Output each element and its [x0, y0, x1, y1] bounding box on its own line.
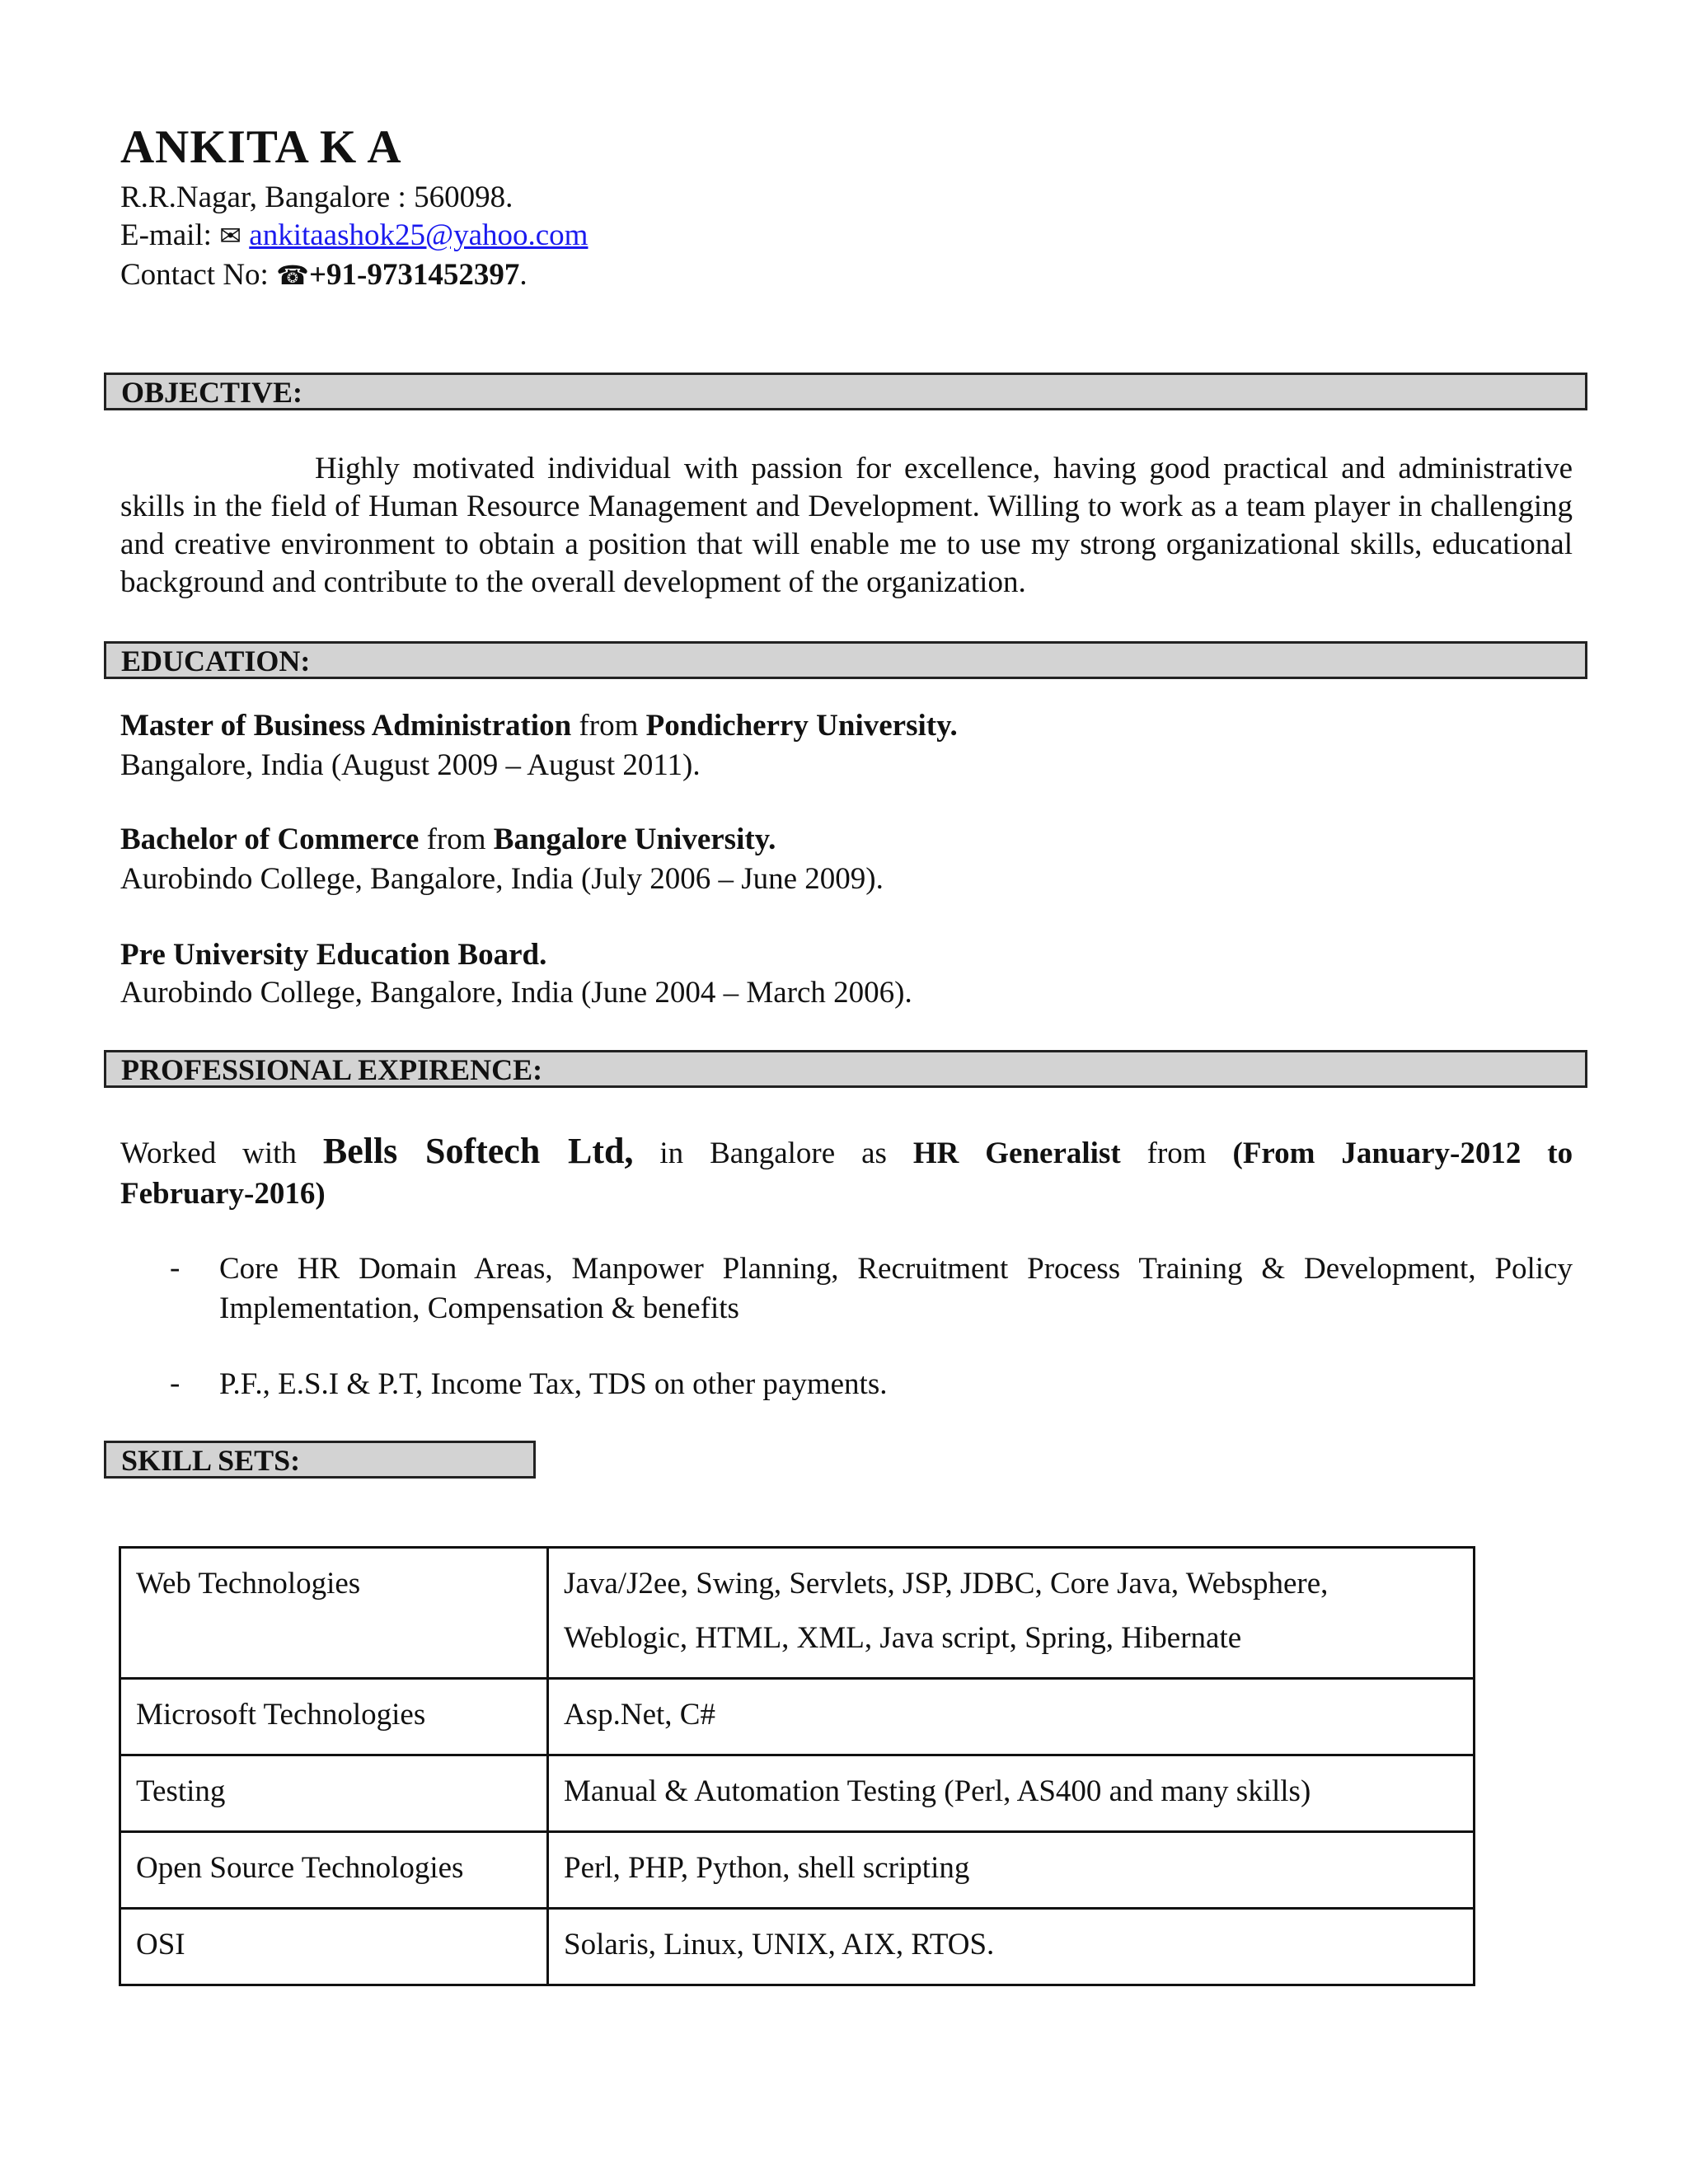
- period-end: February-2016): [120, 1177, 326, 1211]
- degree-name: Master of Business Administration: [120, 709, 572, 743]
- education-item-2-title: [120, 821, 776, 859]
- table-row: [120, 1548, 1475, 1679]
- table-row: [120, 1909, 1475, 1985]
- from-word: from: [1146, 1137, 1207, 1170]
- from-word: from: [579, 709, 639, 743]
- email-link[interactable]: ankitaashok25@yahoo.com: [249, 218, 588, 252]
- university-name: Pondicherry University.: [645, 709, 958, 743]
- table-row: [120, 1679, 1475, 1755]
- skill-value: Asp.Net, C#: [548, 1679, 1475, 1755]
- skill-category: Testing: [120, 1755, 548, 1832]
- degree-name: Pre University Education Board.: [120, 938, 547, 972]
- experience-bullet-2: P.F., E.S.I & P.T, Income Tax, TDS on other payments.: [219, 1367, 888, 1401]
- education-item-1-details: Bangalore, India (August 2009 – August 2011).: [120, 748, 701, 782]
- skill-category: Web Technologies: [120, 1548, 548, 1679]
- location-text: in Bangalore as: [659, 1137, 887, 1170]
- skill-category: Open Source Technologies: [120, 1832, 548, 1909]
- candidate-name: ANKITA K A: [120, 121, 402, 173]
- objective-heading: OBJECTIVE:: [121, 376, 303, 409]
- email-line: [120, 218, 588, 254]
- company-name: Bells Softech Ltd,: [322, 1131, 634, 1171]
- education-item-1-title: [120, 707, 958, 745]
- education-item-3-title: [120, 936, 546, 974]
- job-role: HR Generalist: [912, 1137, 1121, 1170]
- period-start: (From January-2012 to: [1232, 1137, 1573, 1170]
- skills-heading-bar: [104, 1441, 536, 1479]
- skill-value: Java/J2ee, Swing, Servlets, JSP, JDBC, Core Java, Websphere, Weblogic, HTML, XML, Java script, Spring, Hibernate: [548, 1548, 1475, 1679]
- university-name: Bangalore University.: [493, 823, 776, 856]
- bullet-marker: -: [170, 1366, 181, 1400]
- objective-text: Highly motivated individual with passion for excellence, having good practical and administrative skills in the field of Human Resource Management and Development. Willing to work as a team player in challenging and creative environment to obtain a position that will enable me to use my strong organizational skills, educational background and contribute to the overall development of the organization.: [120, 452, 1573, 599]
- experience-summary-line-1: [120, 1131, 1573, 1174]
- experience-heading: PROFESSIONAL EXPIRENCE:: [121, 1053, 543, 1086]
- education-heading-bar: [104, 641, 1587, 679]
- experience-bullet-1: Core HR Domain Areas, Manpower Planning, Recruitment Process Training & Development, Policy Implementation, Compensation & benefits: [219, 1252, 1573, 1325]
- objective-heading-bar: [104, 373, 1587, 410]
- table-row: [120, 1755, 1475, 1832]
- skills-heading: SKILL SETS:: [121, 1444, 301, 1477]
- skill-value: Perl, PHP, Python, shell scripting: [548, 1832, 1475, 1909]
- skills-table: [119, 1546, 1475, 1986]
- worked-with-text: Worked with: [120, 1137, 297, 1170]
- contact-label: Contact No:: [120, 258, 269, 292]
- education-item-3-details: Aurobindo College, Bangalore, India (June 2004 – March 2006).: [120, 976, 912, 1010]
- envelope-icon: ✉: [219, 220, 242, 251]
- table-row: [120, 1832, 1475, 1909]
- skill-value: Manual & Automation Testing (Perl, AS400 and many skills): [548, 1755, 1475, 1832]
- email-label: E-mail:: [120, 218, 212, 252]
- skill-category: Microsoft Technologies: [120, 1679, 548, 1755]
- contact-line: [120, 257, 528, 293]
- skill-category: OSI: [120, 1909, 548, 1985]
- skill-value: Solaris, Linux, UNIX, AIX, RTOS.: [548, 1909, 1475, 1985]
- education-heading: EDUCATION:: [121, 644, 311, 677]
- education-item-2-details: Aurobindo College, Bangalore, India (July 2006 – June 2009).: [120, 862, 884, 896]
- phone-suffix: .: [519, 258, 528, 292]
- degree-name: Bachelor of Commerce: [120, 823, 420, 856]
- address-line: R.R.Nagar, Bangalore : 560098.: [120, 180, 513, 214]
- bullet-marker: -: [170, 1251, 181, 1285]
- from-word: from: [426, 823, 486, 856]
- phone-number: +91-9731452397: [308, 258, 520, 292]
- telephone-icon: ☎: [276, 260, 309, 291]
- experience-heading-bar: [104, 1050, 1587, 1088]
